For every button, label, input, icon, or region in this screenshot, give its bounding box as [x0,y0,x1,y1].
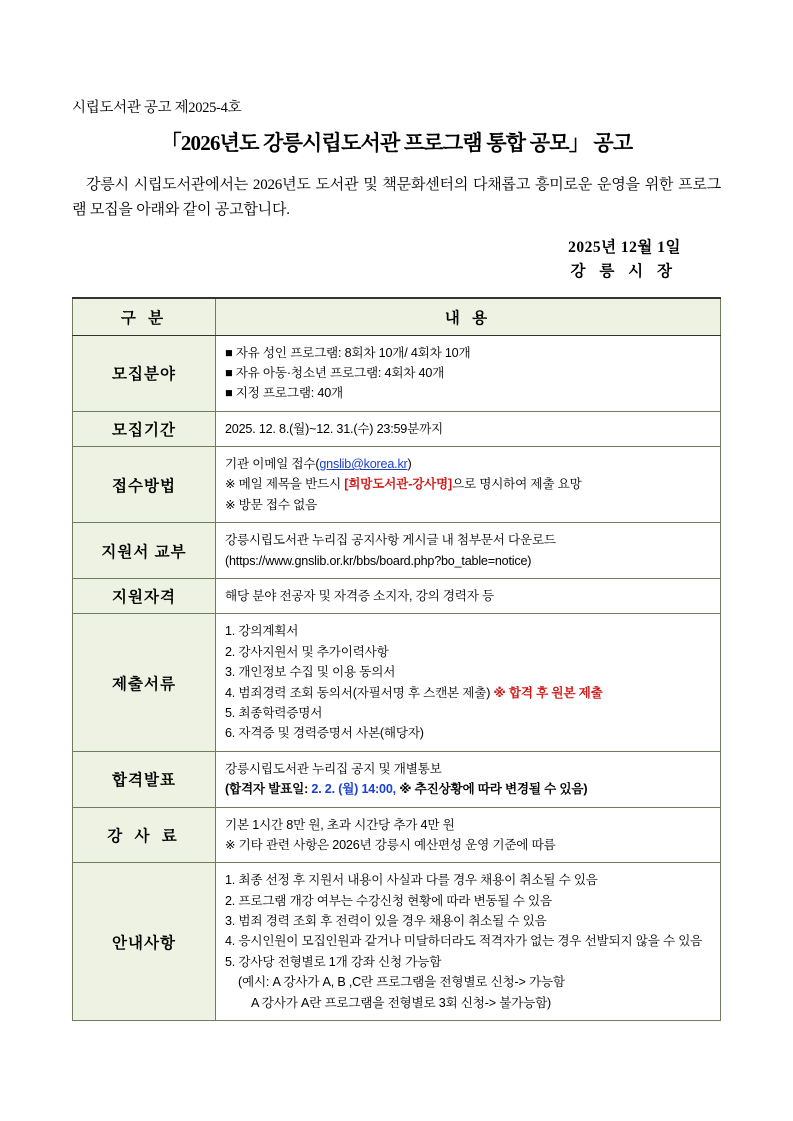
documents-line-5: 5. 최종학력증명서 [225,705,323,720]
application-method-line-3: ※ 방문 접수 없음 [225,497,318,512]
table-row [73,807,721,863]
form-distribution-line-1: 강릉시립도서관 누리집 공지사항 게시글 내 첨부문서 다운로드 [225,533,556,548]
email-link[interactable]: gnslib@korea.kr [319,457,408,472]
row-label-recruit-field: 모집분야 [73,335,216,411]
table-row [73,614,721,751]
table-header-division: 구 분 [73,298,216,336]
row-label-application-method: 접수방법 [73,447,216,523]
row-content-form-distribution [216,523,721,579]
notice-line-2: 2. 프로그램 개강 여부는 수강신청 현황에 따라 변동될 수 있음 [225,893,552,908]
row-content-application-method [216,447,721,523]
row-content-recruit-period [216,411,721,446]
table-row [73,447,721,523]
row-content-notice [216,863,721,1021]
row-label-notice: 안내사항 [73,863,216,1021]
notice-line-1: 1. 최종 선정 후 지원서 내용이 사실과 다를 경우 채용이 취소될 수 있음 [225,873,598,888]
row-content-qualification [216,579,721,614]
notice-line-4: 4. 응시인원이 모집인원과 같거나 미달하더라도 적격자가 없는 경우 선발되지 않을 수 있음 [225,934,703,949]
notice-line-3: 3. 범죄 경력 조회 후 전력이 있을 경우 채용이 취소될 수 있음 [225,914,547,929]
row-content-result-announcement [216,751,721,807]
table-row [73,579,721,614]
table-row [73,335,721,411]
row-content-lecture-fee [216,807,721,863]
table-header-content: 내 용 [216,298,721,336]
result-line-2: (합격자 발표일: 2. 2. (월) 14:00, ※ 추진상황에 따라 변경될 수 있음) [225,782,588,797]
lecture-fee-line-1: 기본 1시간 8만 원, 초과 시간당 추가 4만 원 [225,817,455,832]
row-label-documents: 제출서류 [73,614,216,751]
issuer-name: 강 릉 시 장 [570,262,677,280]
row-content-recruit-field [216,335,721,411]
notice-line-6: (예시: A 강사가 A, B ,C란 프로그램을 전형별로 신청-> 가능함 [238,975,565,990]
intro-paragraph: 강릉시 시립도서관에서는 2026년도 도서관 및 책문화센터의 다채롭고 흥미로운 운영을 위한 프로그램 모집을 아래와 같이 공고합니다. [72,177,721,218]
row-label-form-distribution: 지원서 교부 [73,523,216,579]
row-label-lecture-fee: 강 사 료 [73,807,216,863]
qualification-line-1: 해당 분야 전공자 및 자격증 소지자, 강의 경력자 등 [225,589,495,604]
documents-line-6: 6. 자격증 및 경력증명서 사본(해당자) [225,726,424,741]
table-row [73,523,721,579]
form-distribution-line-2: (https://www.gnslib.or.kr/bbs/board.php?bo_table=notice) [225,553,532,568]
application-highlight: [희망도서관-강사명] [344,477,452,492]
recruit-period-line-1: 2025. 12. 8.(월)~12. 31.(수) 23:59분까지 [225,421,444,436]
row-label-qualification: 지원자격 [73,579,216,614]
lecture-fee-line-2: ※ 기타 관련 사항은 2026년 강릉시 예산편성 운영 기준에 따름 [225,837,556,852]
notice-line-5: 5. 강사당 전형별로 1개 강좌 신청 가능함 [225,954,442,969]
table-header-row [73,298,721,336]
page-title: 「2026년도 강릉시립도서관 프로그램 통합 공모」 공고 [160,131,633,155]
table-row [73,863,721,1021]
table-row [73,751,721,807]
row-content-documents [216,614,721,751]
table-row [73,411,721,446]
recruit-field-line-3: ■ 지정 프로그램: 40개 [225,386,343,401]
row-label-result-announcement: 합격발표 [73,751,216,807]
issue-date: 2025년 12월 1일 [568,238,681,256]
documents-line-1: 1. 강의계획서 [225,624,299,639]
documents-line-4: 4. 범죄경력 조회 동의서(자필서명 후 스캔본 제출) ※ 합격 후 원본 제출 [225,685,603,700]
announcement-table [72,297,721,1022]
documents-line-2: 2. 강사지원서 및 추가이력사항 [225,644,389,659]
notice-line-7: A 강사가 A란 프로그램을 전형별로 3회 신청-> 불가능함) [251,995,552,1010]
result-line-1: 강릉시립도서관 누리집 공지 및 개별통보 [225,761,442,776]
application-method-line-2: ※ 메일 제목을 반드시 [희망도서관-강사명]으로 명시하여 제출 요망 [225,477,582,492]
documents-highlight: ※ 합격 후 원본 제출 [493,685,603,700]
row-label-recruit-period: 모집기간 [73,411,216,446]
documents-line-3: 3. 개인정보 수집 및 이용 동의서 [225,665,396,680]
recruit-field-line-1: ■ 자유 성인 프로그램: 8회차 10개/ 4회차 10개 [225,345,471,360]
recruit-field-line-2: ■ 자유 아동·청소년 프로그램: 4회차 40개 [225,365,445,380]
document-number: 시립도서관 공고 제2025-4호 [72,100,242,116]
application-method-line-1: 기관 이메일 접수(gnslib@korea.kr) [225,457,412,472]
result-date-highlight: 2. 2. (월) 14:00, [311,782,396,797]
